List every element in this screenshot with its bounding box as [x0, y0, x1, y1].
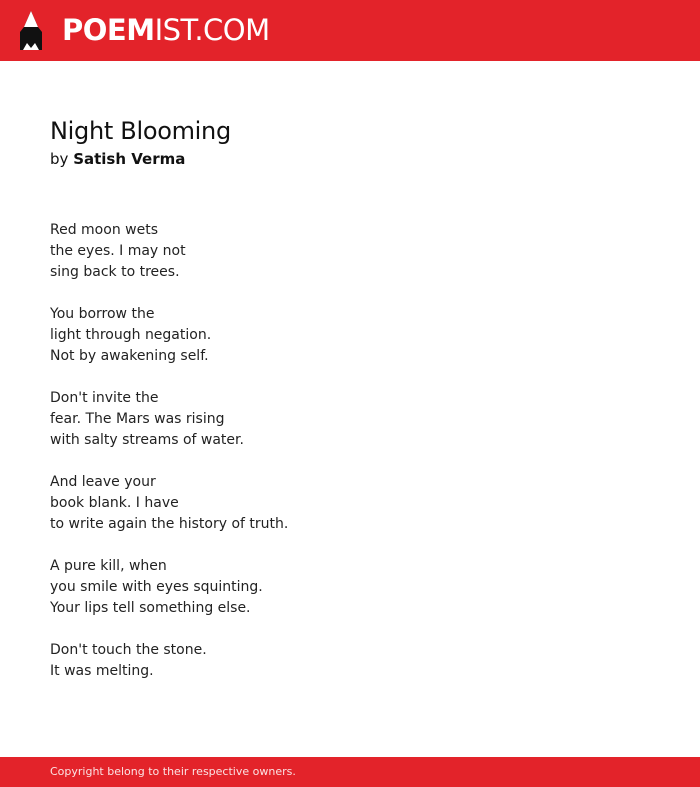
poem-container: [50, 115, 650, 703]
stanza: [50, 556, 650, 619]
stanza: [50, 472, 650, 535]
site-logo[interactable]: [62, 13, 270, 47]
poem-line: Don't invite the: [50, 390, 159, 406]
poem-line: And leave your: [50, 474, 156, 490]
poem-line: you smile with eyes squinting.: [50, 579, 263, 595]
stanza: [50, 220, 650, 283]
logo-light-text: IST.COM: [154, 13, 270, 47]
stanza: [50, 304, 650, 367]
poem-line: You borrow the: [50, 306, 155, 322]
by-label: by: [50, 150, 69, 168]
poem-line: the eyes. I may not: [50, 243, 186, 259]
site-header: [0, 0, 700, 61]
poem-line: It was melting.: [50, 663, 154, 679]
poem-line: fear. The Mars was rising: [50, 411, 225, 427]
poem-line: to write again the history of truth.: [50, 516, 289, 532]
poem-line: book blank. I have: [50, 495, 179, 511]
poem-line: Not by awakening self.: [50, 348, 209, 364]
stanza: [50, 388, 650, 451]
poem-title: Night Blooming: [50, 117, 231, 145]
poem-line: light through negation.: [50, 327, 212, 343]
site-footer: [0, 757, 700, 787]
copyright-notice: Copyright belong to their respective owners.: [50, 765, 296, 778]
poem-author: Satish Verma: [73, 150, 186, 168]
poem-line: Your lips tell something else.: [50, 600, 251, 616]
poem-line: with salty streams of water.: [50, 432, 244, 448]
pencil-nib-icon[interactable]: [18, 10, 44, 52]
poem-line: Red moon wets: [50, 222, 158, 238]
stanza: [50, 640, 650, 682]
poem-body: [50, 220, 650, 682]
poem-byline: [50, 149, 650, 169]
poem-line: Don't touch the stone.: [50, 642, 207, 658]
logo-bold-text: POEM: [62, 13, 155, 47]
poem-line: sing back to trees.: [50, 264, 180, 280]
poem-line: A pure kill, when: [50, 558, 167, 574]
